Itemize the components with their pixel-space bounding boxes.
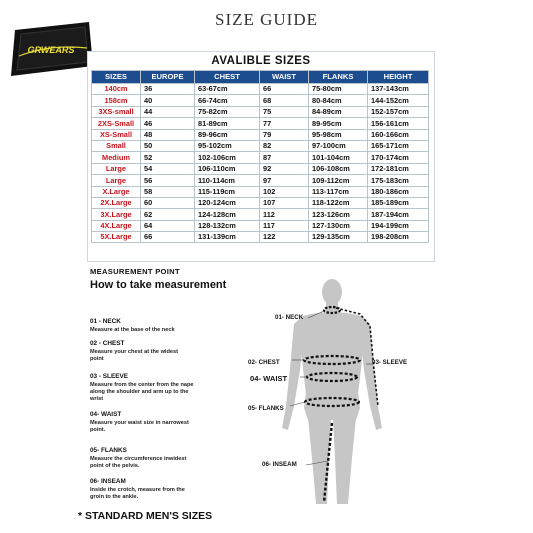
cell-chest: 110-114cm — [195, 175, 260, 186]
cell-chest: 102-106cm — [195, 152, 260, 163]
cell-size: 2X.Large — [92, 197, 141, 208]
cell-waist: 68 — [260, 95, 309, 106]
instruction-title: 02 - CHEST — [90, 340, 125, 347]
footer-note: * STANDARD MEN'S SIZES — [78, 510, 213, 522]
instruction-desc: Measure your chest at the widest point — [90, 349, 178, 362]
cell-europe: 44 — [141, 106, 195, 117]
size-chart — [87, 51, 435, 262]
instruction-inseam — [90, 478, 186, 501]
size-table — [91, 70, 429, 243]
instruction-waist — [90, 411, 190, 434]
col-header-europe: EUROPE — [141, 71, 195, 84]
cell-flanks: 101-104cm — [309, 152, 368, 163]
cell-flanks: 80-84cm — [309, 95, 368, 106]
cell-flanks: 109-112cm — [309, 175, 368, 186]
cell-height: 137-143cm — [368, 84, 429, 95]
cell-height: 175-183cm — [368, 175, 429, 186]
cell-waist: 66 — [260, 84, 309, 95]
cell-flanks: 129-135cm — [309, 232, 368, 243]
cell-flanks: 75-80cm — [309, 84, 368, 95]
table-row — [92, 175, 429, 186]
cell-chest: 106-110cm — [195, 163, 260, 174]
size-table-body — [92, 84, 429, 243]
instruction-desc: Measure your waist size in narrowest point. — [90, 420, 189, 433]
cell-height: 194-199cm — [368, 220, 429, 231]
cell-size: 3X.Large — [92, 209, 141, 220]
cell-chest: 89-96cm — [195, 129, 260, 140]
col-header-waist: WAIST — [260, 71, 309, 84]
cell-chest: 75-82cm — [195, 106, 260, 117]
cell-height: 156-161cm — [368, 118, 429, 129]
figure-label-neck: 01- NECK — [275, 314, 304, 321]
cell-europe: 58 — [141, 186, 195, 197]
cell-size: Small — [92, 140, 141, 151]
cell-waist: 82 — [260, 140, 309, 151]
cell-height: 198-208cm — [368, 232, 429, 243]
instruction-sleeve — [90, 373, 196, 403]
instruction-title: 06- INSEAM — [90, 478, 126, 485]
cell-waist: 112 — [260, 209, 309, 220]
cell-flanks: 89-95cm — [309, 118, 368, 129]
col-header-height: HEIGHT — [368, 71, 429, 84]
table-row — [92, 197, 429, 208]
instruction-chest — [90, 340, 185, 363]
cell-height: 180-186cm — [368, 186, 429, 197]
cell-height: 144-152cm — [368, 95, 429, 106]
cell-size: 4X.Large — [92, 220, 141, 231]
col-header-chest: CHEST — [195, 71, 260, 84]
cell-flanks: 118-122cm — [309, 197, 368, 208]
cell-flanks: 123-126cm — [309, 209, 368, 220]
cell-waist: 92 — [260, 163, 309, 174]
cell-chest: 124-128cm — [195, 209, 260, 220]
body-figure — [270, 278, 400, 510]
table-row — [92, 186, 429, 197]
col-header-sizes: SIZES — [92, 71, 141, 84]
cell-size: 140cm — [92, 84, 141, 95]
cell-europe: 52 — [141, 152, 195, 163]
figure-label-chest: 02- CHEST — [248, 359, 280, 366]
instruction-neck — [90, 318, 220, 334]
cell-chest: 115-119cm — [195, 186, 260, 197]
cell-europe: 40 — [141, 95, 195, 106]
table-row — [92, 232, 429, 243]
cell-chest: 95-102cm — [195, 140, 260, 151]
instruction-title: 01 - NECK — [90, 318, 121, 325]
figure-label-waist: 04- WAIST — [250, 374, 288, 383]
instruction-desc: Measure at the base of the neck — [90, 327, 175, 333]
table-header-row — [92, 71, 429, 84]
table-row — [92, 152, 429, 163]
cell-chest: 63-67cm — [195, 84, 260, 95]
cell-europe: 48 — [141, 129, 195, 140]
instruction-desc: Inside the crotch, measure from the groin to the ankle. — [90, 487, 185, 500]
cell-height: 170-174cm — [368, 152, 429, 163]
cell-flanks: 106-108cm — [309, 163, 368, 174]
cell-flanks: 127-130cm — [309, 220, 368, 231]
cell-flanks: 95-98cm — [309, 129, 368, 140]
cell-waist: 117 — [260, 220, 309, 231]
cell-chest: 128-132cm — [195, 220, 260, 231]
cell-europe: 54 — [141, 163, 195, 174]
instruction-flanks — [90, 447, 196, 470]
col-header-flanks: FLANKS — [309, 71, 368, 84]
figure-label-flanks: 05- FLANKS — [248, 405, 284, 412]
cell-waist: 107 — [260, 197, 309, 208]
measurement-subheading: How to take measurement — [90, 279, 227, 291]
cell-waist: 102 — [260, 186, 309, 197]
cell-waist: 79 — [260, 129, 309, 140]
table-row — [92, 129, 429, 140]
size-chart-title: AVALIBLE SIZES — [211, 55, 311, 67]
logo-text: GRWEARS — [27, 45, 75, 55]
instruction-desc: Measure from the center from the nape along the shoulder and arm up to the wrist — [90, 382, 194, 402]
cell-europe: 62 — [141, 209, 195, 220]
cell-chest: 81-89cm — [195, 118, 260, 129]
instruction-desc: Measure the circumference inwidest point of the pelvis. — [90, 456, 187, 469]
cell-europe: 50 — [141, 140, 195, 151]
cell-europe: 60 — [141, 197, 195, 208]
cell-height: 152-157cm — [368, 106, 429, 117]
table-row — [92, 140, 429, 151]
table-row — [92, 118, 429, 129]
cell-europe: 56 — [141, 175, 195, 186]
instruction-title: 03 - SLEEVE — [90, 373, 129, 380]
table-row — [92, 220, 429, 231]
cell-flanks: 97-100cm — [309, 140, 368, 151]
instruction-title: 05- FLANKS — [90, 447, 127, 454]
cell-size: 158cm — [92, 95, 141, 106]
cell-flanks: 113-117cm — [309, 186, 368, 197]
cell-size: X.Large — [92, 186, 141, 197]
cell-waist: 87 — [260, 152, 309, 163]
cell-height: 185-189cm — [368, 197, 429, 208]
cell-height: 187-194cm — [368, 209, 429, 220]
cell-size: 3XS-small — [92, 106, 141, 117]
table-row — [92, 95, 429, 106]
cell-chest: 66-74cm — [195, 95, 260, 106]
table-row — [92, 106, 429, 117]
cell-size: Medium — [92, 152, 141, 163]
cell-waist: 75 — [260, 106, 309, 117]
cell-size: 2XS-Small — [92, 118, 141, 129]
cell-height: 172-181cm — [368, 163, 429, 174]
cell-height: 160-166cm — [368, 129, 429, 140]
cell-size: XS-Small — [92, 129, 141, 140]
cell-europe: 64 — [141, 220, 195, 231]
instruction-title: 04- WAIST — [90, 411, 122, 418]
cell-size: Large — [92, 163, 141, 174]
cell-chest: 120-124cm — [195, 197, 260, 208]
cell-europe: 36 — [141, 84, 195, 95]
cell-size: Large — [92, 175, 141, 186]
measurement-heading: MEASUREMENT POINT — [90, 267, 180, 276]
page-title: SIZE GUIDE — [214, 10, 318, 29]
cell-europe: 46 — [141, 118, 195, 129]
figure-label-sleeve: 03- SLEEVE — [372, 359, 408, 366]
table-row — [92, 163, 429, 174]
cell-size: 5X.Large — [92, 232, 141, 243]
table-row — [92, 84, 429, 95]
cell-waist: 97 — [260, 175, 309, 186]
cell-height: 165-171cm — [368, 140, 429, 151]
cell-europe: 66 — [141, 232, 195, 243]
table-row — [92, 209, 429, 220]
cell-chest: 131-139cm — [195, 232, 260, 243]
figure-label-inseam: 06- INSEAM — [262, 461, 297, 468]
cell-flanks: 84-89cm — [309, 106, 368, 117]
cell-waist: 77 — [260, 118, 309, 129]
cell-waist: 122 — [260, 232, 309, 243]
